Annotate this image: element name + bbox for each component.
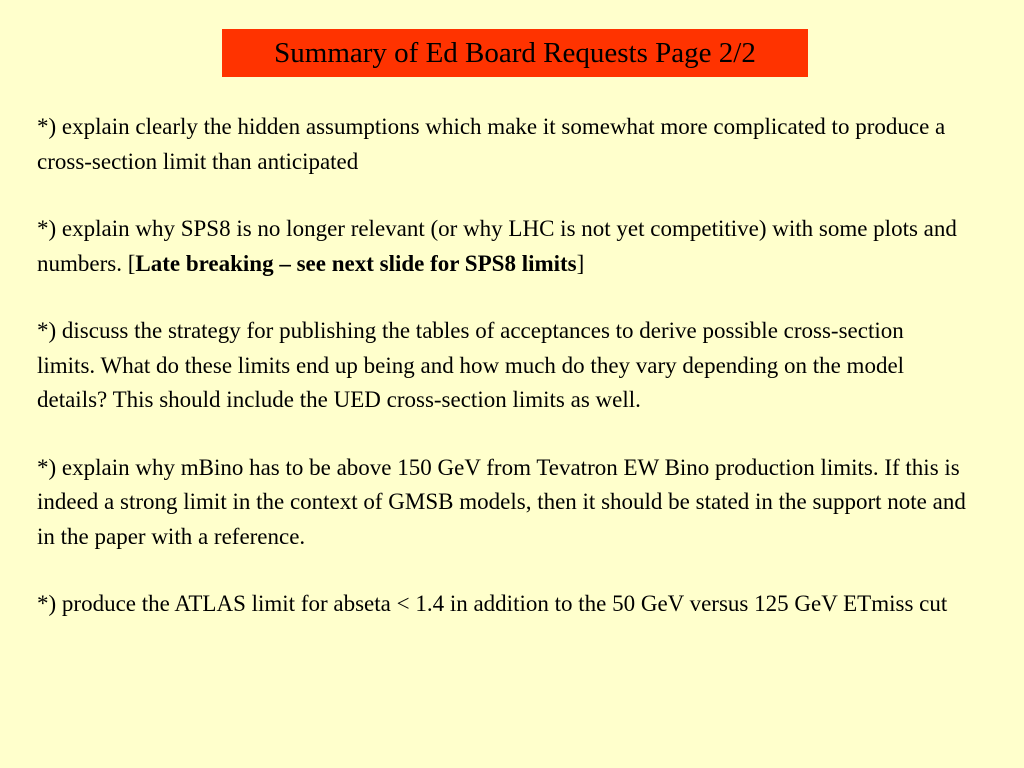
slide-content (37, 110, 967, 622)
request-item-hidden-assumptions: *) explain clearly the hidden assumptions which make it somewhat more complicated to produce a cross-section limit than anticipated (37, 114, 946, 174)
request-item-sps8-text: *) explain why SPS8 is no longer relevant (or why LHC is not yet competitive) with some plots and numbers. [ (37, 216, 957, 276)
request-item-acceptance-tables: *) discuss the strategy for publishing the tables of acceptances to derive possible cross-section limits. What do these limits end up being and how much do they vary depending on the model details? This should include the UED cross-section limits as well. (37, 318, 905, 412)
request-item-sps8-relevance (37, 212, 967, 281)
request-item-mbino-limit: *) explain why mBino has to be above 150 GeV from Tevatron EW Bino production limits. If this is indeed a strong limit in the context of GMSB models, then it should be stated in the support note and in the paper with a reference. (37, 454, 966, 549)
slide-title: Summary of Ed Board Requests Page 2/2 (274, 36, 756, 69)
late-breaking-note: Late breaking – see next slide for SPS8 limits (135, 250, 577, 276)
slide-title-box (222, 29, 808, 77)
request-item-atlas-limit: *) produce the ATLAS limit for abseta < 1.4 in addition to the 50 GeV versus 125 GeV ETmiss cut (37, 591, 948, 616)
request-item-sps8-close: ] (576, 250, 585, 276)
